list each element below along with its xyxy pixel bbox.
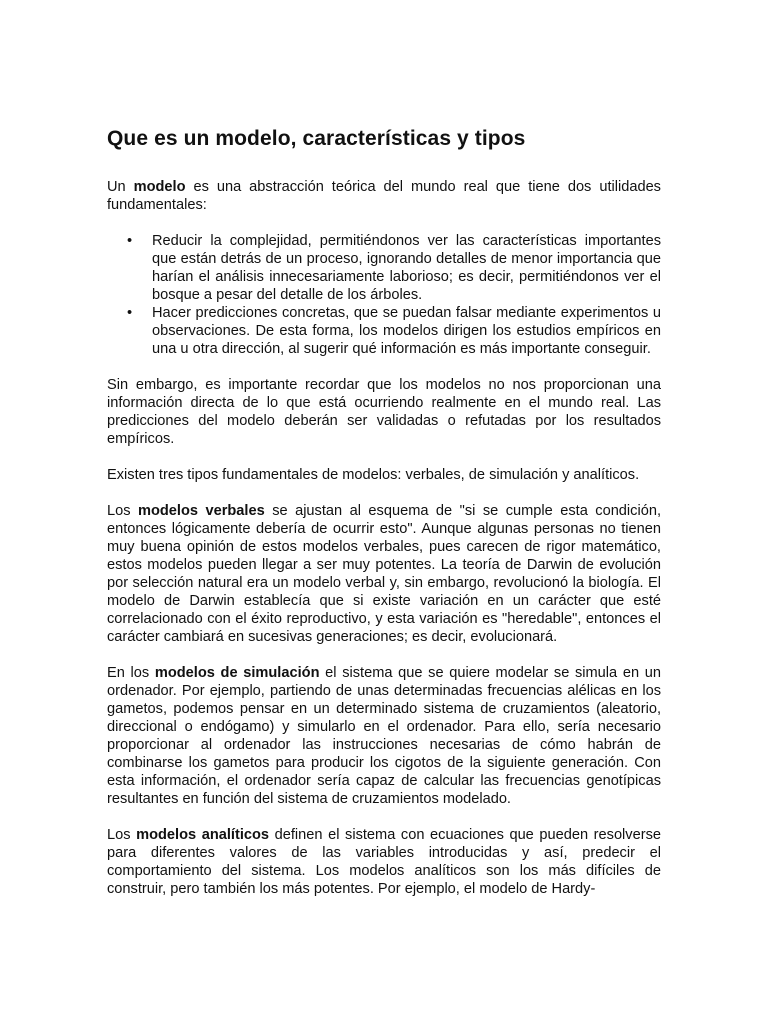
list-item-text: Reducir la complejidad, permitiéndonos ver las características importantes que están detrás de un proceso, ignorando detalles de menor importancia que harían el análisis innecesariamente laborioso; es decir, permitiéndonos ver el bosque a pesar del detalle de los árboles. <box>152 233 661 303</box>
analiticos-term: modelos analíticos <box>136 827 270 843</box>
simulacion-text: el sistema que se quiere modelar se simula en un ordenador. Por ejemplo, partiendo de unas determinadas frecuencias alélicas en los gametos, podemos pensar en un determinado sistema de cruzamientos (aleatorio, direccional o endógamo) y simularlo en el ordenador. Para ello, sería necesario proporcionar al ordenador las instrucciones necesarias de cómo habrán de combinarse los gametos para producir los cigotos de la siguiente generación. Con esta información, el ordenador sería capaz de calcular las frecuencias genotípicas resultantes en función del sistema de cruzamientos modelado. <box>107 665 661 807</box>
bullet-icon: • <box>127 305 133 321</box>
simulacion-term: modelos de simulación <box>154 665 320 681</box>
simulacion-paragraph <box>107 664 661 808</box>
verbales-paragraph <box>107 502 661 646</box>
analiticos-paragraph <box>107 826 661 898</box>
intro-paragraph <box>107 178 661 214</box>
utilities-list <box>107 232 661 358</box>
document-body <box>107 124 661 916</box>
verbales-prefix: Los <box>107 503 138 519</box>
page-title: Que es un modelo, características y tipos <box>107 127 526 150</box>
list-item-text: Hacer predicciones concretas, que se puedan falsar mediante experimentos u observaciones. De esta forma, los modelos dirigen los estudios empíricos en una u otra dirección, al sugerir qué información es más importante conseguir. <box>152 305 661 357</box>
list-item <box>107 304 661 358</box>
intro-term: modelo <box>133 179 186 195</box>
verbales-term: modelos verbales <box>138 503 265 519</box>
list-item <box>107 232 661 304</box>
intro-prefix: Un <box>107 179 134 195</box>
verbales-text: se ajustan al esquema de "si se cumple esta condición, entonces lógicamente debería de ocurrir esto". Aunque algunas personas no tienen muy buena opinión de estos modelos verbales, pues carecen de rigor matemático, estos modelos pueden llegar a ser muy potentes. La teoría de Darwin de evolución por selección natural era un modelo verbal y, sin embargo, revolucionó la biología. El modelo de Darwin establecía que si existe variación en un carácter que esté correlacionado con el éxito reproductivo, y esta variación es "heredable", entonces el carácter cambiará en sucesivas generaciones; es decir, evolucionará. <box>107 503 661 645</box>
simulacion-prefix: En los <box>107 665 155 681</box>
sin-embargo-paragraph: Sin embargo, es importante recordar que los modelos no nos proporcionan una información directa de lo que está ocurriendo realmente en el mundo real. Las predicciones del modelo deberán ser validadas o refutadas por los resultados empíricos. <box>107 377 661 447</box>
tipos-paragraph: Existen tres tipos fundamentales de modelos: verbales, de simulación y analíticos. <box>107 467 640 483</box>
bullet-icon: • <box>127 233 133 249</box>
intro-text: es una abstracción teórica del mundo real que tiene dos utilidades fundamentales: <box>107 179 661 213</box>
analiticos-text: definen el sistema con ecuaciones que pueden resolverse para diferentes valores de las variables introducidas y así, predecir el comportamiento del sistema. Los modelos analíticos son los más difíciles de construir, pero también los más potentes. Por ejemplo, el modelo de Hardy- <box>107 827 661 897</box>
analiticos-prefix: Los <box>107 827 137 843</box>
